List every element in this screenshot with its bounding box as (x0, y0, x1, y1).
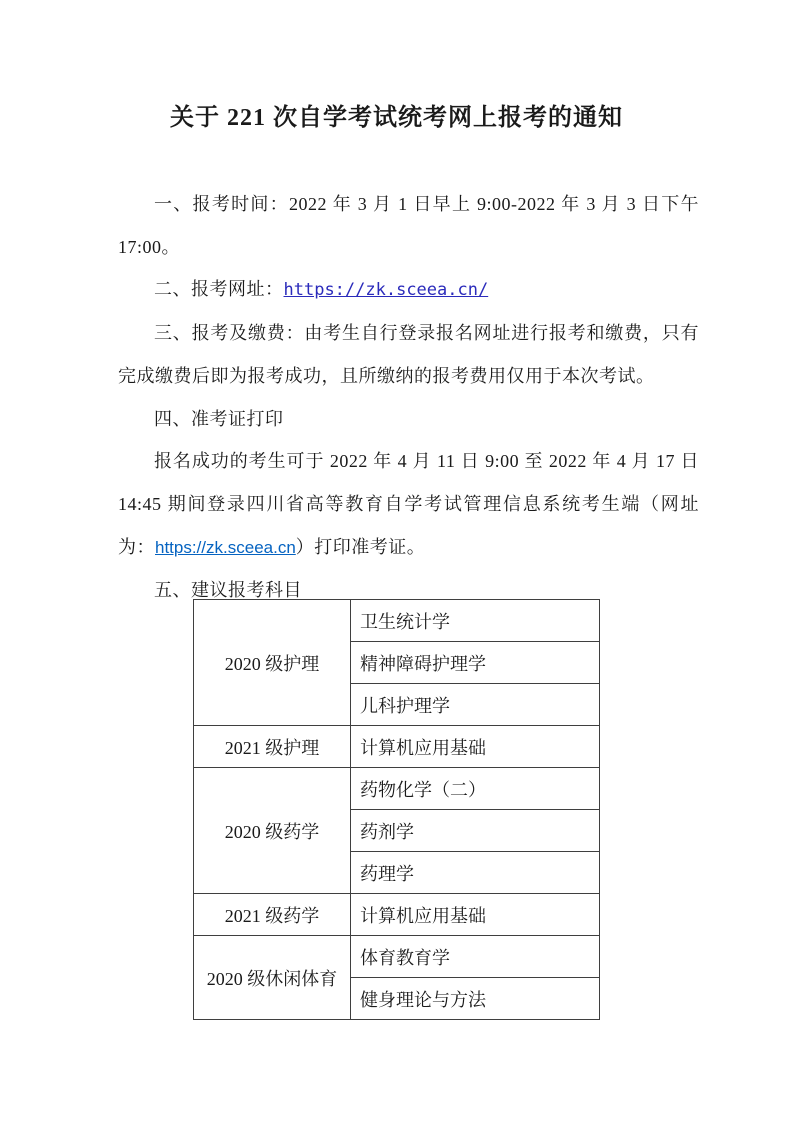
registration-url-link[interactable]: https://zk.sceea.cn/ (283, 280, 489, 301)
group-label-2021-nursing: 2021 级护理 (194, 726, 351, 768)
course-cell: 计算机应用基础 (351, 726, 600, 768)
table-row (194, 768, 600, 810)
paragraph-registration-time: 一、报考时间：2022 年 3 月 1 日早上 9:00-2022 年 3 月 3 日下午 17:00。 (118, 194, 699, 257)
course-cell: 药物化学（二） (351, 768, 600, 810)
group-label-2021-pharmacy: 2021 级药学 (194, 894, 351, 936)
course-cell: 药理学 (351, 852, 600, 894)
page-title: 关于 221 次自学考试统考网上报考的通知 (170, 105, 623, 131)
course-cell: 体育教育学 (351, 936, 600, 978)
document-body (118, 183, 699, 1020)
course-cell: 儿科护理学 (351, 684, 600, 726)
group-label-2020-nursing: 2020 级护理 (194, 600, 351, 726)
course-cell: 药剂学 (351, 810, 600, 852)
registration-url-label: 二、报考网址： (154, 279, 284, 300)
table-row (194, 726, 600, 768)
suggested-subjects-table (193, 599, 600, 1020)
paragraph-admission-ticket-detail (118, 440, 699, 569)
admission-ticket-text-after: ）打印准考证。 (295, 536, 426, 557)
table-row (194, 936, 600, 978)
group-label-2020-leisure-sports: 2020 级休闲体育 (194, 936, 351, 1020)
paragraph-admission-ticket-heading: 四、准考证打印 (154, 408, 284, 429)
paragraph-suggested-subjects-heading: 五、建议报考科目 (154, 580, 302, 601)
course-cell: 健身理论与方法 (351, 978, 600, 1020)
group-label-2020-pharmacy: 2020 级药学 (194, 768, 351, 894)
print-ticket-url-link[interactable]: https://zk.sceea.cn (155, 537, 296, 557)
course-cell: 计算机应用基础 (351, 894, 600, 936)
admission-ticket-text-before: 报名成功的考生可于 2022 年 4 月 11 日 9:00 至 2022 年 4 月 17 日 14:45 期间登录四川省高等教育自学考试管理信息系统考生端（网址为： (118, 451, 699, 557)
paragraph-registration-url (118, 268, 699, 312)
table-row (194, 894, 600, 936)
course-cell: 精神障碍护理学 (351, 642, 600, 684)
paragraph-payment: 三、报考及缴费：由考生自行登录报名网址进行报考和缴费，只有完成缴费后即为报考成功，且所缴纳的报考费用仅用于本次考试。 (118, 323, 699, 386)
course-cell: 卫生统计学 (351, 600, 600, 642)
